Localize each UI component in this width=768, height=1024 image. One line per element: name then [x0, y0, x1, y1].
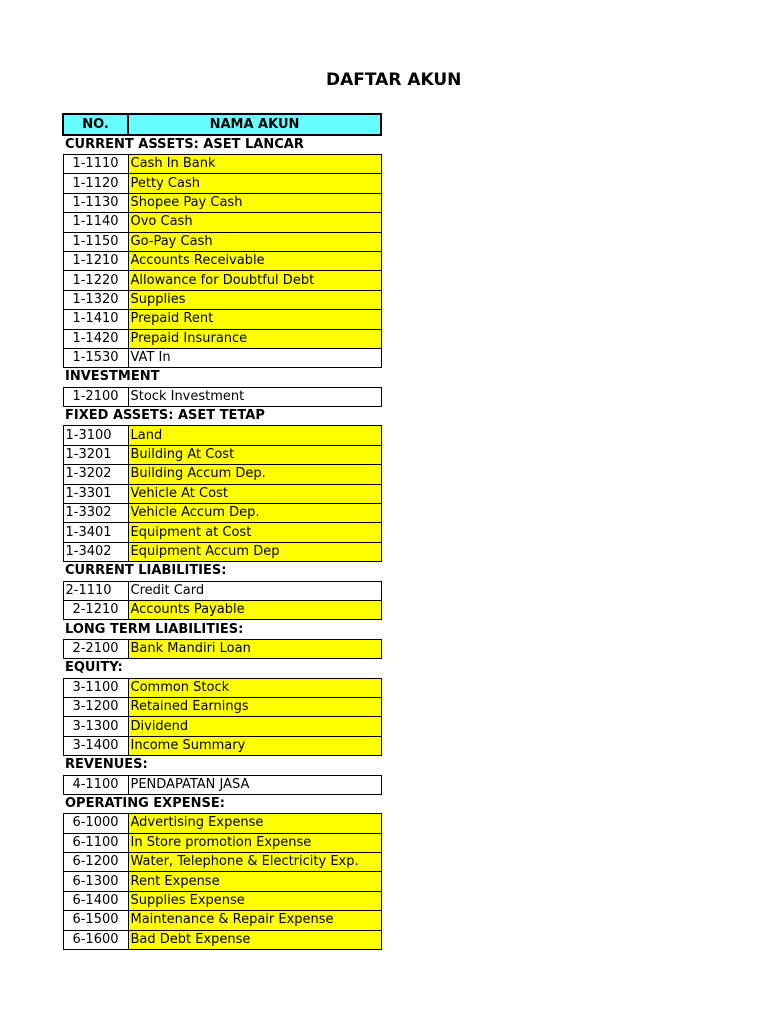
section-title: FIXED ASSETS: ASET TETAP — [65, 408, 265, 424]
section-row — [63, 135, 381, 155]
table-row[interactable] — [63, 426, 381, 445]
account-name-cell[interactable]: Allowance for Doubtful Debt — [128, 271, 381, 290]
section-row — [63, 794, 381, 813]
account-number-cell[interactable]: 1-3301 — [63, 484, 128, 503]
account-name-cell[interactable]: Supplies — [128, 290, 381, 309]
table-row[interactable] — [63, 232, 381, 251]
table-row[interactable] — [63, 736, 381, 755]
account-number-cell[interactable]: 1-1210 — [63, 251, 128, 270]
account-name-cell[interactable]: Rent Expense — [128, 872, 381, 891]
section-title: INVESTMENT — [65, 369, 160, 385]
account-number-cell[interactable]: 1-1150 — [63, 232, 128, 251]
account-name-cell[interactable]: Accounts Receivable — [128, 251, 381, 270]
table-row[interactable] — [63, 930, 381, 949]
section-title: OPERATING EXPENSE: — [65, 796, 225, 812]
table-row[interactable] — [63, 213, 381, 232]
account-name-cell[interactable]: Shopee Pay Cash — [128, 193, 381, 212]
account-name-cell[interactable]: Cash In Bank — [128, 155, 381, 174]
account-name-cell[interactable]: Advertising Expense — [128, 814, 381, 833]
account-name-cell[interactable]: Income Summary — [128, 736, 381, 755]
account-number-cell[interactable]: 2-2100 — [63, 639, 128, 658]
column-header-no: NO. — [63, 114, 128, 135]
section-title: REVENUES: — [65, 757, 148, 773]
table-row[interactable] — [63, 697, 381, 716]
section-row — [63, 756, 381, 775]
table-row[interactable] — [63, 853, 381, 872]
account-name-cell[interactable]: Dividend — [128, 717, 381, 736]
account-name-cell[interactable]: Stock Investment — [128, 387, 381, 406]
table-row[interactable] — [63, 174, 381, 193]
account-number-cell[interactable]: 3-1100 — [63, 678, 128, 697]
account-number-cell[interactable]: 6-1500 — [63, 911, 128, 930]
table-row[interactable] — [63, 600, 381, 619]
account-name-cell[interactable]: VAT In — [128, 348, 381, 367]
account-number-cell[interactable]: 1-1320 — [63, 290, 128, 309]
table-row[interactable] — [63, 445, 381, 464]
account-name-cell[interactable]: In Store promotion Expense — [128, 833, 381, 852]
table-row[interactable] — [63, 639, 381, 658]
account-number-cell[interactable]: 2-1210 — [63, 600, 128, 619]
section-row — [63, 620, 381, 639]
account-number-cell[interactable]: 6-1600 — [63, 930, 128, 949]
section-row — [63, 659, 381, 678]
account-name-cell[interactable]: Prepaid Insurance — [128, 329, 381, 348]
account-number-cell[interactable]: 3-1200 — [63, 697, 128, 716]
table-row[interactable] — [63, 155, 381, 174]
account-name-cell[interactable]: Accounts Payable — [128, 600, 381, 619]
table-row[interactable] — [63, 251, 381, 270]
chart-of-accounts-table — [62, 113, 382, 950]
account-number-cell[interactable]: 1-1410 — [63, 310, 128, 329]
section-title: LONG TERM LIABILITIES: — [65, 621, 244, 637]
account-name-cell[interactable]: Water, Telephone & Electricity Exp. — [128, 853, 381, 872]
account-number-cell[interactable]: 6-1300 — [63, 872, 128, 891]
table-row[interactable] — [63, 833, 381, 852]
account-name-cell[interactable]: Credit Card — [128, 581, 381, 600]
table-row[interactable] — [63, 581, 381, 600]
section-row — [63, 407, 381, 426]
account-name-cell[interactable]: Supplies Expense — [128, 891, 381, 910]
table-row[interactable] — [63, 465, 381, 484]
table-row[interactable] — [63, 523, 381, 542]
account-name-cell[interactable]: Land — [128, 426, 381, 445]
account-name-cell[interactable]: Bad Debt Expense — [128, 930, 381, 949]
table-row[interactable] — [63, 348, 381, 367]
table-row[interactable] — [63, 678, 381, 697]
account-number-cell[interactable]: 1-1530 — [63, 348, 128, 367]
table-row[interactable] — [63, 484, 381, 503]
account-number-cell[interactable]: 1-3100 — [63, 426, 128, 445]
account-name-cell[interactable]: Retained Earnings — [128, 697, 381, 716]
column-header-name: NAMA AKUN — [128, 114, 381, 135]
account-number-cell[interactable]: 1-1420 — [63, 329, 128, 348]
section-title: CURRENT LIABILITIES: — [65, 563, 227, 579]
account-number-cell[interactable]: 1-1110 — [63, 155, 128, 174]
table-row[interactable] — [63, 271, 381, 290]
table-header-row — [63, 114, 381, 135]
account-name-cell[interactable]: Building Accum Dep. — [128, 465, 381, 484]
account-name-cell[interactable]: Common Stock — [128, 678, 381, 697]
account-name-cell[interactable]: Maintenance & Repair Expense — [128, 911, 381, 930]
account-number-cell[interactable]: 6-1400 — [63, 891, 128, 910]
table-row[interactable] — [63, 814, 381, 833]
account-name-cell[interactable]: Equipment Accum Dep — [128, 542, 381, 561]
section-title: CURRENT ASSETS: ASET LANCAR — [65, 137, 304, 152]
account-name-cell[interactable]: Building At Cost — [128, 445, 381, 464]
account-name-cell[interactable]: Vehicle Accum Dep. — [128, 504, 381, 523]
account-number-cell[interactable]: 1-3201 — [63, 445, 128, 464]
table-row[interactable] — [63, 891, 381, 910]
section-row — [63, 562, 381, 581]
account-name-cell[interactable]: Ovo Cash — [128, 213, 381, 232]
account-name-cell[interactable]: Vehicle At Cost — [128, 484, 381, 503]
table-row[interactable] — [63, 872, 381, 891]
table-row[interactable] — [63, 911, 381, 930]
table-row[interactable] — [63, 542, 381, 561]
account-number-cell[interactable]: 1-2100 — [63, 387, 128, 406]
table-row[interactable] — [63, 775, 381, 794]
account-number-cell[interactable]: 6-1000 — [63, 814, 128, 833]
account-name-cell[interactable]: Petty Cash — [128, 174, 381, 193]
account-number-cell[interactable]: 1-1120 — [63, 174, 128, 193]
account-number-cell[interactable]: 6-1100 — [63, 833, 128, 852]
table-row[interactable] — [63, 193, 381, 212]
table-row[interactable] — [63, 290, 381, 309]
account-number-cell[interactable]: 1-1140 — [63, 213, 128, 232]
account-name-cell[interactable]: Prepaid Rent — [128, 310, 381, 329]
account-number-cell[interactable]: 1-1130 — [63, 193, 128, 212]
account-name-cell[interactable]: Equipment at Cost — [128, 523, 381, 542]
account-name-cell[interactable]: Go-Pay Cash — [128, 232, 381, 251]
account-number-cell[interactable]: 2-1110 — [63, 581, 128, 600]
table-body — [63, 135, 381, 950]
account-number-cell[interactable]: 6-1200 — [63, 853, 128, 872]
account-number-cell[interactable]: 4-1100 — [63, 775, 128, 794]
table-row[interactable] — [63, 504, 381, 523]
account-number-cell[interactable]: 1-1220 — [63, 271, 128, 290]
table-row[interactable] — [63, 387, 381, 406]
table-row[interactable] — [63, 717, 381, 736]
account-name-cell[interactable]: Bank Mandiri Loan — [128, 639, 381, 658]
account-number-cell[interactable]: 3-1400 — [63, 736, 128, 755]
account-number-cell[interactable]: 1-3302 — [63, 504, 128, 523]
table-row[interactable] — [63, 329, 381, 348]
account-number-cell[interactable]: 1-3401 — [63, 523, 128, 542]
account-name-cell[interactable]: PENDAPATAN JASA — [128, 775, 381, 794]
account-number-cell[interactable]: 3-1300 — [63, 717, 128, 736]
page-title: DAFTAR AKUN — [326, 70, 462, 90]
section-title: EQUITY: — [65, 660, 123, 676]
section-row — [63, 368, 381, 387]
account-number-cell[interactable]: 1-3202 — [63, 465, 128, 484]
account-number-cell[interactable]: 1-3402 — [63, 542, 128, 561]
table-row[interactable] — [63, 310, 381, 329]
